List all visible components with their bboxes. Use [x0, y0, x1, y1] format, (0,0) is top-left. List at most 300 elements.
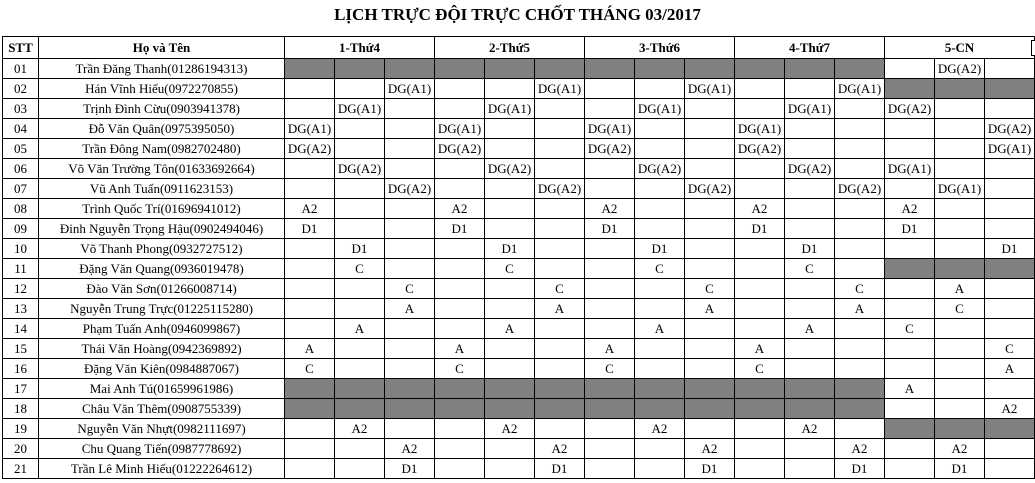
person-name: Đặng Văn Quang(0936019478)	[39, 259, 285, 279]
duty-cell	[785, 219, 835, 239]
table-row	[3, 439, 1035, 459]
duty-cell	[485, 299, 535, 319]
duty-cell	[285, 279, 335, 299]
duty-cell	[485, 459, 535, 479]
duty-cell	[335, 359, 385, 379]
duty-cell	[385, 319, 435, 339]
blocked-cell	[785, 379, 835, 399]
duty-cell: DG(A1)	[735, 119, 785, 139]
table-row	[3, 59, 1035, 79]
row-number: 12	[3, 279, 39, 299]
duty-cell	[735, 419, 785, 439]
duty-cell: A2	[535, 439, 585, 459]
duty-cell	[835, 219, 885, 239]
duty-cell	[335, 139, 385, 159]
duty-cell	[635, 219, 685, 239]
duty-cell	[785, 279, 835, 299]
duty-cell: DG(A1)	[585, 119, 635, 139]
duty-cell: A2	[835, 439, 885, 459]
duty-cell: DG(A1)	[635, 99, 685, 119]
duty-cell: DG(A2)	[885, 99, 935, 119]
duty-cell	[835, 239, 885, 259]
blocked-cell	[485, 379, 535, 399]
duty-cell: DG(A1)	[535, 79, 585, 99]
duty-cell: D1	[635, 239, 685, 259]
duty-cell	[835, 99, 885, 119]
blocked-cell	[435, 59, 485, 79]
duty-cell: D1	[885, 219, 935, 239]
duty-cell	[985, 439, 1035, 459]
duty-cell: DG(A1)	[385, 79, 435, 99]
duty-cell	[685, 419, 735, 439]
duty-cell	[385, 119, 435, 139]
duty-cell	[485, 179, 535, 199]
duty-cell	[635, 459, 685, 479]
person-name: Trình Quốc Trí(01696941012)	[39, 199, 285, 219]
duty-cell	[985, 179, 1035, 199]
blocked-cell	[285, 399, 335, 419]
duty-cell: A	[785, 319, 835, 339]
duty-cell	[435, 99, 485, 119]
duty-cell	[885, 359, 935, 379]
duty-cell	[835, 419, 885, 439]
person-name: Đinh Nguyễn Trọng Hậu(0902494046)	[39, 219, 285, 239]
duty-cell	[435, 439, 485, 459]
duty-cell	[785, 439, 835, 459]
duty-cell: A	[735, 339, 785, 359]
duty-cell	[485, 359, 535, 379]
duty-cell	[935, 399, 985, 419]
duty-cell	[535, 99, 585, 119]
duty-cell	[985, 199, 1035, 219]
duty-cell	[635, 439, 685, 459]
duty-cell	[585, 319, 635, 339]
table-row	[3, 399, 1035, 419]
duty-cell	[885, 339, 935, 359]
table-row	[3, 119, 1035, 139]
duty-cell	[485, 339, 535, 359]
blocked-cell	[935, 79, 985, 99]
duty-cell: DG(A1)	[835, 79, 885, 99]
blocked-cell	[435, 399, 485, 419]
duty-cell	[735, 159, 785, 179]
duty-cell: A2	[335, 419, 385, 439]
duty-cell	[635, 119, 685, 139]
duty-cell	[785, 359, 835, 379]
duty-cell	[635, 199, 685, 219]
duty-cell	[885, 299, 935, 319]
duty-cell: A2	[635, 419, 685, 439]
duty-cell	[785, 119, 835, 139]
row-number: 04	[3, 119, 39, 139]
duty-cell	[485, 139, 535, 159]
row-number: 18	[3, 399, 39, 419]
duty-cell	[335, 79, 385, 99]
row-number: 11	[3, 259, 39, 279]
duty-cell: C	[585, 359, 635, 379]
duty-cell	[435, 259, 485, 279]
duty-cell	[935, 359, 985, 379]
duty-cell	[685, 239, 735, 259]
duty-cell	[335, 119, 385, 139]
duty-cell	[785, 179, 835, 199]
duty-cell	[385, 339, 435, 359]
duty-cell	[435, 279, 485, 299]
duty-cell: A2	[685, 439, 735, 459]
duty-cell	[335, 219, 385, 239]
row-number: 13	[3, 299, 39, 319]
duty-cell: DG(A2)	[735, 139, 785, 159]
duty-cell: DG(A2)	[685, 179, 735, 199]
duty-cell	[485, 199, 535, 219]
row-number: 09	[3, 219, 39, 239]
duty-cell: A	[585, 339, 635, 359]
duty-cell	[885, 279, 935, 299]
duty-cell	[685, 119, 735, 139]
duty-cell	[935, 339, 985, 359]
duty-cell: C	[685, 279, 735, 299]
person-name: Trần Đăng Thanh(01286194313)	[39, 59, 285, 79]
duty-cell	[985, 299, 1035, 319]
blocked-cell	[635, 399, 685, 419]
duty-cell	[685, 159, 735, 179]
duty-cell	[535, 259, 585, 279]
person-name: Võ Thanh Phong(0932727512)	[39, 239, 285, 259]
person-name: Thái Văn Hoàng(0942369892)	[39, 339, 285, 359]
duty-cell: D1	[485, 239, 535, 259]
duty-cell	[685, 219, 735, 239]
blocked-cell	[585, 399, 635, 419]
duty-cell	[585, 439, 635, 459]
duty-cell	[685, 139, 735, 159]
blocked-cell	[435, 379, 485, 399]
person-name: Nguyễn Văn Nhựt(0982111697)	[39, 419, 285, 439]
duty-cell	[635, 339, 685, 359]
duty-cell: A2	[785, 419, 835, 439]
duty-cell	[435, 239, 485, 259]
blocked-cell	[535, 379, 585, 399]
duty-cell	[335, 179, 385, 199]
duty-cell: D1	[285, 219, 335, 239]
duty-cell	[485, 79, 535, 99]
table-row	[3, 199, 1035, 219]
duty-cell: C	[835, 279, 885, 299]
duty-cell: A	[935, 279, 985, 299]
duty-cell	[285, 459, 335, 479]
duty-cell: DG(A2)	[785, 159, 835, 179]
duty-cell	[485, 219, 535, 239]
duty-cell	[385, 239, 435, 259]
duty-cell	[485, 439, 535, 459]
duty-cell	[885, 59, 935, 79]
duty-cell: A	[485, 319, 535, 339]
blocked-cell	[535, 59, 585, 79]
duty-cell	[985, 219, 1035, 239]
duty-cell	[835, 159, 885, 179]
duty-cell	[785, 299, 835, 319]
duty-cell: A2	[735, 199, 785, 219]
duty-cell	[835, 199, 885, 219]
duty-cell	[885, 139, 935, 159]
blocked-cell	[535, 399, 585, 419]
duty-cell	[935, 219, 985, 239]
blocked-cell	[685, 399, 735, 419]
person-name: Mai Anh Tú(01659961986)	[39, 379, 285, 399]
duty-cell	[735, 239, 785, 259]
row-number: 06	[3, 159, 39, 179]
duty-cell	[385, 139, 435, 159]
duty-cell	[735, 79, 785, 99]
duty-cell: DG(A1)	[985, 139, 1035, 159]
duty-cell: A2	[585, 199, 635, 219]
duty-cell: DG(A1)	[885, 159, 935, 179]
duty-cell: C	[635, 259, 685, 279]
duty-cell	[635, 139, 685, 159]
duty-cell: D1	[535, 459, 585, 479]
day-header-5: 5-CN	[885, 37, 1035, 59]
person-name: Đặng Văn Kiên(0984887067)	[39, 359, 285, 379]
day-header-2: 2-Thứ5	[435, 37, 585, 59]
table-row	[3, 359, 1035, 379]
duty-cell: A	[285, 339, 335, 359]
duty-cell	[285, 439, 335, 459]
duty-cell	[735, 179, 785, 199]
duty-cell	[735, 279, 785, 299]
table-row	[3, 79, 1035, 99]
duty-cell	[885, 399, 935, 419]
duty-cell	[835, 319, 885, 339]
duty-cell	[885, 439, 935, 459]
blocked-cell	[885, 259, 935, 279]
duty-cell	[935, 239, 985, 259]
duty-cell	[535, 419, 585, 439]
blocked-cell	[335, 379, 385, 399]
duty-cell	[785, 79, 835, 99]
duty-cell	[435, 419, 485, 439]
duty-cell	[935, 199, 985, 219]
duty-cell: C	[285, 359, 335, 379]
duty-cell	[785, 199, 835, 219]
blocked-cell	[785, 59, 835, 79]
duty-cell: C	[935, 299, 985, 319]
duty-cell	[385, 359, 435, 379]
table-row	[3, 339, 1035, 359]
duty-cell	[835, 259, 885, 279]
person-name: Nguyễn Trung Trực(01225115280)	[39, 299, 285, 319]
duty-cell	[985, 59, 1035, 79]
row-number: 16	[3, 359, 39, 379]
duty-cell	[835, 119, 885, 139]
duty-cell	[885, 239, 935, 259]
duty-cell: A	[985, 359, 1035, 379]
blocked-cell	[885, 419, 935, 439]
duty-cell	[535, 139, 585, 159]
blocked-cell	[885, 79, 935, 99]
row-number: 10	[3, 239, 39, 259]
table-row	[3, 419, 1035, 439]
blocked-cell	[335, 59, 385, 79]
duty-cell	[585, 459, 635, 479]
duty-cell: A	[635, 319, 685, 339]
duty-cell: DG(A2)	[835, 179, 885, 199]
blocked-cell	[335, 399, 385, 419]
blocked-cell	[835, 399, 885, 419]
duty-cell	[535, 359, 585, 379]
table-row	[3, 379, 1035, 399]
duty-cell	[335, 439, 385, 459]
duty-cell	[985, 319, 1035, 339]
duty-cell	[735, 459, 785, 479]
duty-cell	[985, 279, 1035, 299]
blocked-cell	[935, 419, 985, 439]
duty-cell	[335, 279, 385, 299]
duty-cell: DG(A1)	[485, 99, 535, 119]
duty-cell: DG(A1)	[935, 179, 985, 199]
duty-cell: C	[485, 259, 535, 279]
duty-cell	[935, 319, 985, 339]
duty-cell	[685, 99, 735, 119]
duty-cell: A	[685, 299, 735, 319]
blocked-cell	[385, 59, 435, 79]
duty-cell: DG(A2)	[285, 139, 335, 159]
duty-cell	[485, 279, 535, 299]
duty-cell	[535, 339, 585, 359]
duty-cell: D1	[685, 459, 735, 479]
duty-cell: DG(A2)	[935, 59, 985, 79]
row-number: 19	[3, 419, 39, 439]
row-number: 14	[3, 319, 39, 339]
duty-cell: A2	[285, 199, 335, 219]
blocked-cell	[285, 379, 335, 399]
duty-cell: DG(A2)	[335, 159, 385, 179]
duty-cell	[935, 99, 985, 119]
row-number: 03	[3, 99, 39, 119]
day-header-1: 1-Thứ4	[285, 37, 435, 59]
duty-cell	[285, 319, 335, 339]
blocked-cell	[735, 399, 785, 419]
row-number: 15	[3, 339, 39, 359]
duty-cell	[885, 459, 935, 479]
duty-cell: D1	[835, 459, 885, 479]
table-row	[3, 159, 1035, 179]
duty-cell	[835, 359, 885, 379]
duty-cell: A	[835, 299, 885, 319]
duty-cell	[735, 259, 785, 279]
name-header: Họ và Tên	[39, 37, 285, 59]
table-row	[3, 179, 1035, 199]
duty-cell	[635, 299, 685, 319]
duty-cell	[535, 239, 585, 259]
blocked-cell	[285, 59, 335, 79]
duty-cell	[935, 379, 985, 399]
duty-cell	[985, 459, 1035, 479]
duty-cell: C	[335, 259, 385, 279]
duty-cell	[385, 199, 435, 219]
duty-cell	[635, 279, 685, 299]
stt-header: STT	[3, 37, 39, 59]
blocked-cell	[485, 399, 535, 419]
duty-cell: C	[735, 359, 785, 379]
person-name: Chu Quang Tiến(0987778692)	[39, 439, 285, 459]
row-number: 20	[3, 439, 39, 459]
blocked-cell	[685, 379, 735, 399]
blocked-cell	[785, 399, 835, 419]
blocked-cell	[985, 259, 1035, 279]
duty-cell	[685, 199, 735, 219]
duty-cell	[385, 419, 435, 439]
table-row	[3, 459, 1035, 479]
table-row	[3, 239, 1035, 259]
duty-cell: D1	[935, 459, 985, 479]
duty-cell	[585, 419, 635, 439]
duty-cell	[985, 379, 1035, 399]
page-title: LỊCH TRỰC ĐỘI TRỰC CHỐT THÁNG 03/2017	[334, 5, 701, 24]
duty-cell: D1	[985, 239, 1035, 259]
table-row	[3, 139, 1035, 159]
blocked-cell	[635, 59, 685, 79]
duty-cell: DG(A2)	[485, 159, 535, 179]
row-number: 05	[3, 139, 39, 159]
duty-cell: A2	[385, 439, 435, 459]
duty-cell	[635, 179, 685, 199]
duty-cell	[435, 79, 485, 99]
duty-cell: DG(A2)	[585, 139, 635, 159]
duty-cell	[835, 339, 885, 359]
duty-cell	[485, 119, 535, 139]
duty-cell	[685, 359, 735, 379]
duty-cell	[685, 319, 735, 339]
duty-cell	[335, 459, 385, 479]
duty-cell	[585, 179, 635, 199]
blocked-cell	[385, 379, 435, 399]
duty-cell	[985, 159, 1035, 179]
duty-cell	[585, 99, 635, 119]
duty-cell	[335, 339, 385, 359]
duty-cell	[535, 319, 585, 339]
duty-cell	[285, 159, 335, 179]
duty-cell: C	[785, 259, 835, 279]
duty-cell: D1	[735, 219, 785, 239]
duty-cell: D1	[335, 239, 385, 259]
duty-cell	[285, 259, 335, 279]
duty-cell	[585, 159, 635, 179]
duty-cell	[735, 299, 785, 319]
duty-cell	[285, 79, 335, 99]
duty-cell	[285, 99, 335, 119]
duty-cell	[385, 159, 435, 179]
duty-cell	[285, 179, 335, 199]
duty-cell	[685, 339, 735, 359]
next-column-edge	[1031, 40, 1035, 56]
duty-cell	[385, 99, 435, 119]
duty-cell: C	[385, 279, 435, 299]
duty-cell	[835, 139, 885, 159]
duty-cell: C	[535, 279, 585, 299]
blocked-cell	[735, 59, 785, 79]
person-name: Châu Văn Thêm(0908755339)	[39, 399, 285, 419]
duty-cell: A	[335, 319, 385, 339]
duty-cell	[935, 119, 985, 139]
duty-cell: DG(A2)	[635, 159, 685, 179]
blocked-cell	[385, 399, 435, 419]
duty-cell	[585, 239, 635, 259]
table-row	[3, 259, 1035, 279]
duty-cell	[585, 299, 635, 319]
person-name: Đào Văn Sơn(01266008714)	[39, 279, 285, 299]
duty-cell: DG(A1)	[285, 119, 335, 139]
duty-cell: DG(A1)	[435, 119, 485, 139]
person-name: Võ Văn Trường Tôn(01633692664)	[39, 159, 285, 179]
